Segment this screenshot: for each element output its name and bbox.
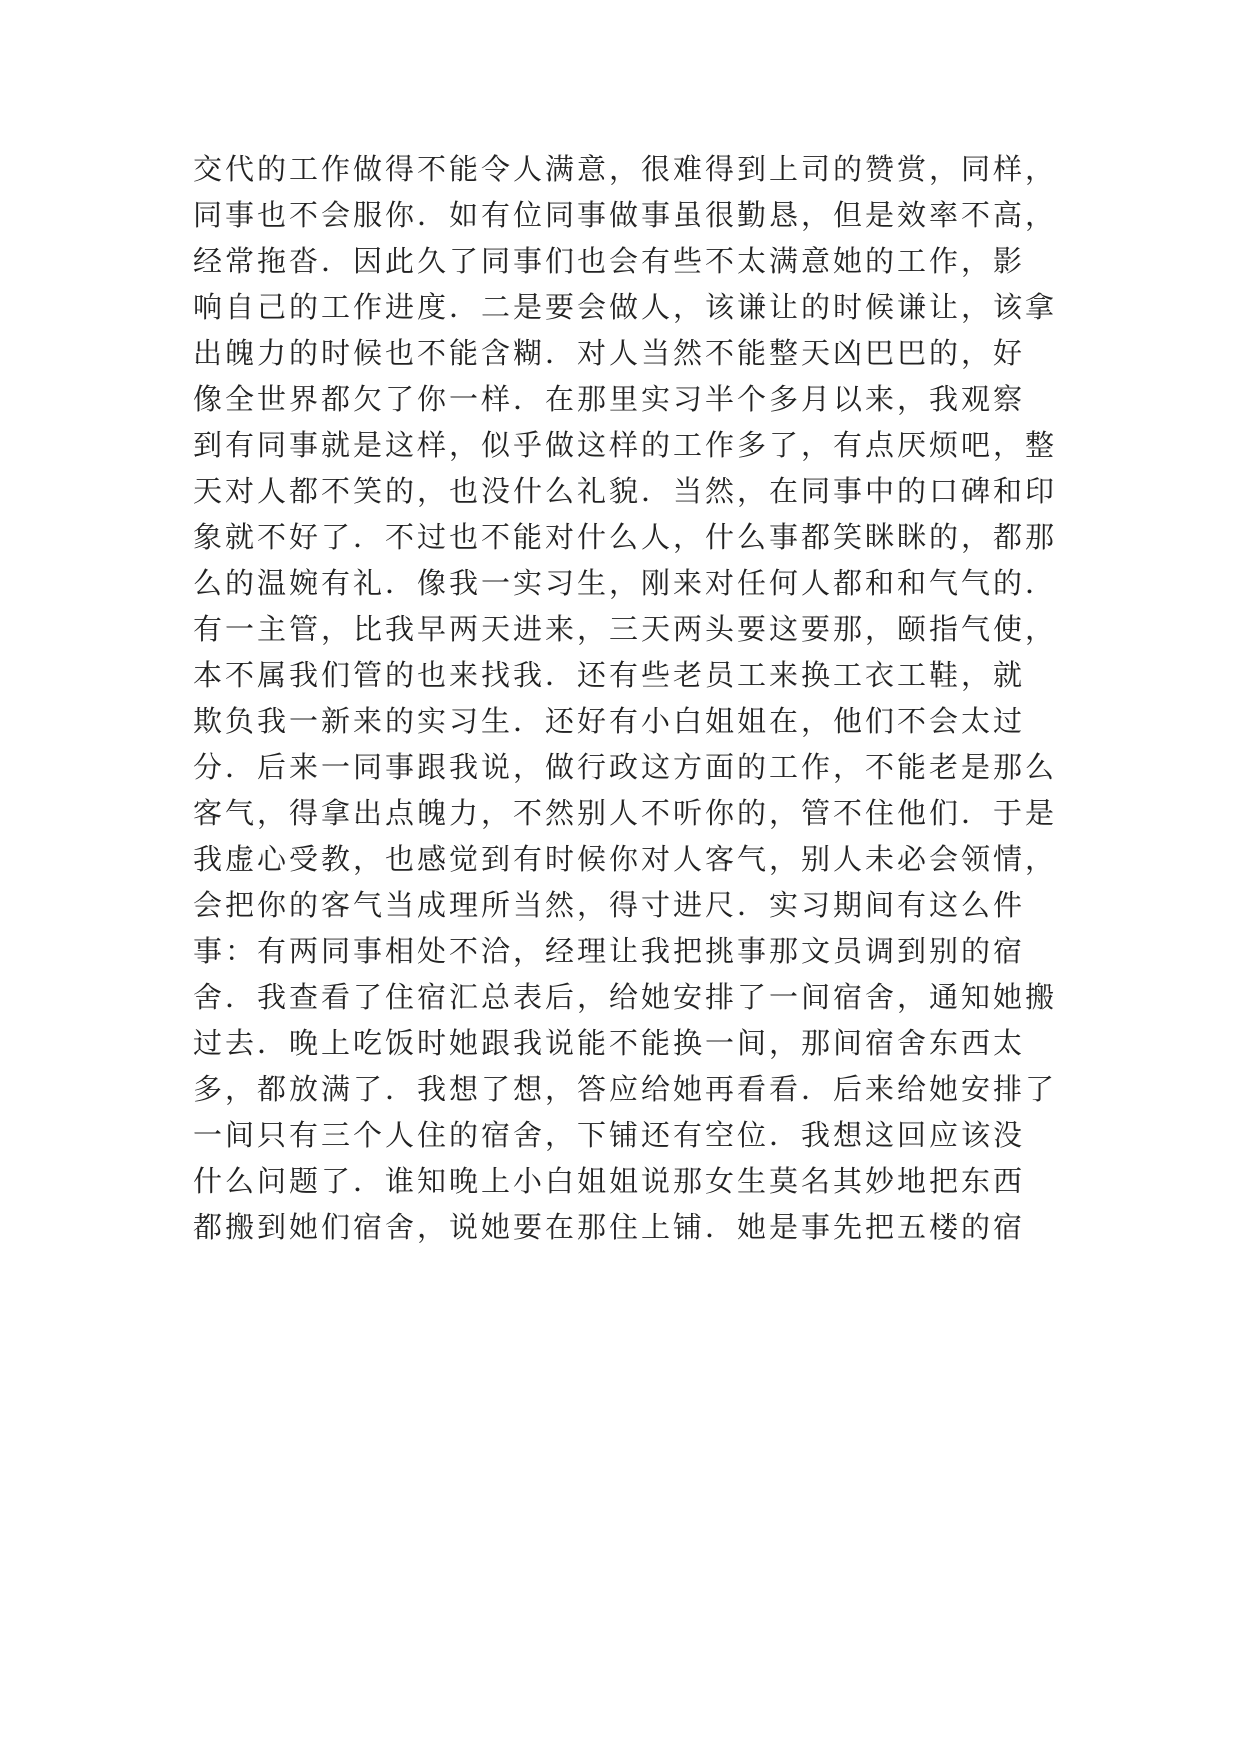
text-line: 我虚心受教，也感觉到有时候你对人客气，别人未必会领情， xyxy=(193,842,1058,876)
text-line: 欺负我一新来的实习生．还好有小白姐姐在，他们不会太过 xyxy=(193,704,1026,738)
text-line: 事：有两同事相处不洽，经理让我把挑事那文员调到别的宿 xyxy=(193,934,1026,968)
text-line: 天对人都不笑的，也没什么礼貌．当然，在同事中的口碑和印 xyxy=(193,474,1058,508)
text-line: 出魄力的时候也不能含糊．对人当然不能整天凶巴巴的，好 xyxy=(193,336,1026,370)
text-line: 本不属我们管的也来找我．还有些老员工来换工衣工鞋，就 xyxy=(193,658,1026,692)
text-line: 有一主管，比我早两天进来，三天两头要这要那，颐指气使， xyxy=(193,612,1058,646)
text-line: 响自己的工作进度．二是要会做人，该谦让的时候谦让，该拿 xyxy=(193,290,1058,324)
text-line: 象就不好了．不过也不能对什么人，什么事都笑眯眯的，都那 xyxy=(193,520,1058,554)
text-line: 么的温婉有礼．像我一实习生，刚来对任何人都和和气气的． xyxy=(193,566,1058,600)
body-text xyxy=(193,146,1063,1250)
text-line: 像全世界都欠了你一样．在那里实习半个多月以来，我观察 xyxy=(193,382,1026,416)
text-line: 客气，得拿出点魄力，不然别人不听你的，管不住他们．于是 xyxy=(193,796,1058,830)
text-line: 分．后来一同事跟我说，做行政这方面的工作，不能老是那么 xyxy=(193,750,1058,784)
text-line: 交代的工作做得不能令人满意，很难得到上司的赞赏，同样， xyxy=(193,152,1058,186)
text-line: 多，都放满了．我想了想，答应给她再看看．后来给她安排了 xyxy=(193,1072,1058,1106)
text-line: 一间只有三个人住的宿舍，下铺还有空位．我想这回应该没 xyxy=(193,1118,1026,1152)
text-line: 经常拖沓．因此久了同事们也会有些不太满意她的工作，影 xyxy=(193,244,1026,278)
text-line: 会把你的客气当成理所当然，得寸进尺．实习期间有这么件 xyxy=(193,888,1026,922)
text-line: 什么问题了．谁知晚上小白姐姐说那女生莫名其妙地把东西 xyxy=(193,1164,1026,1198)
text-line: 舍．我查看了住宿汇总表后，给她安排了一间宿舍，通知她搬 xyxy=(193,980,1058,1014)
text-line: 都搬到她们宿舍，说她要在那住上铺．她是事先把五楼的宿 xyxy=(193,1210,1026,1244)
text-line: 过去．晚上吃饭时她跟我说能不能换一间，那间宿舍东西太 xyxy=(193,1026,1026,1060)
text-line: 同事也不会服你．如有位同事做事虽很勤恳，但是效率不高， xyxy=(193,198,1058,232)
text-line: 到有同事就是这样，似乎做这样的工作多了，有点厌烦吧，整 xyxy=(193,428,1058,462)
